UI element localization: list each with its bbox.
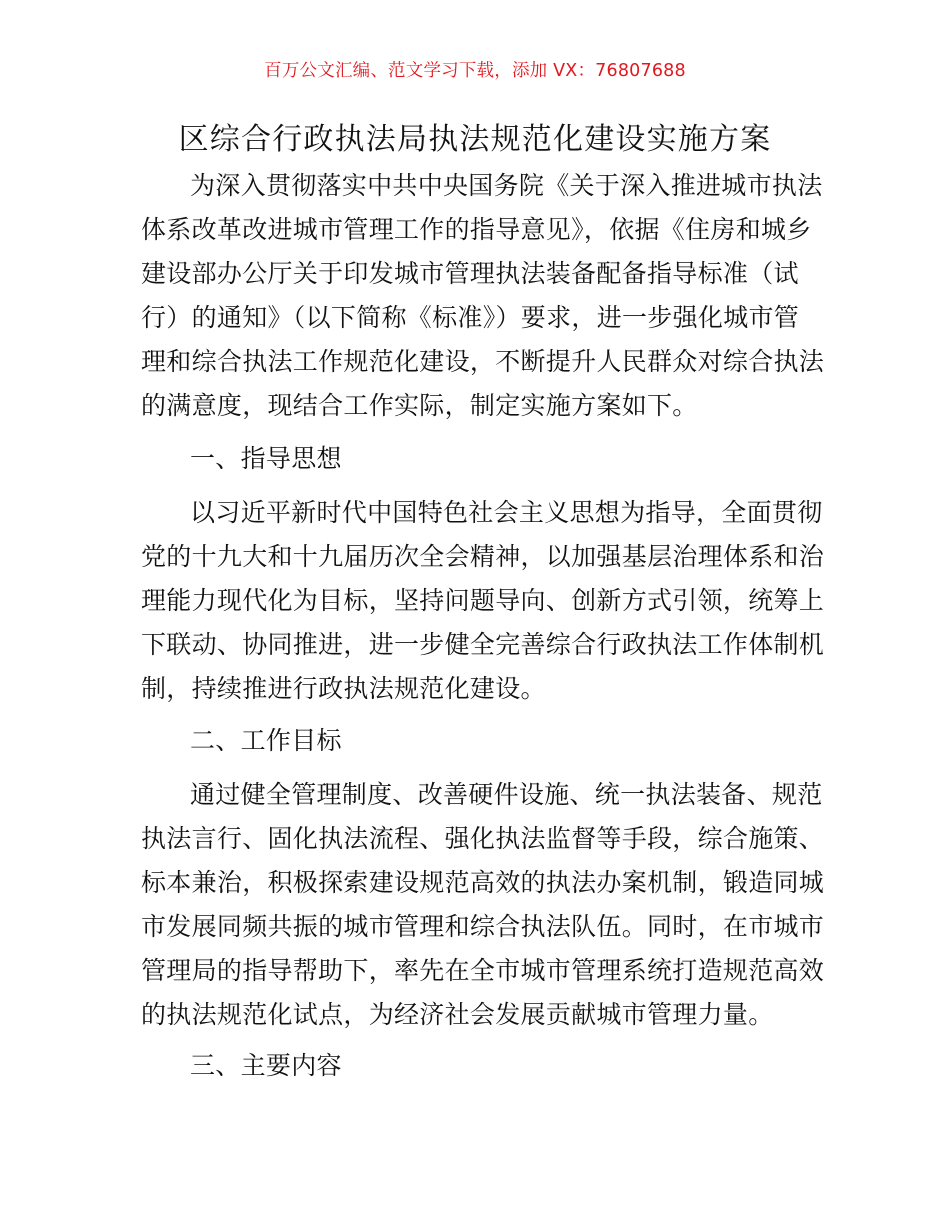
- paragraph-intro-line-3: 建设部办公厅关于印发城市管理执法装备配备指导标准（试: [141, 259, 799, 288]
- document-title: 区综合行政执法局执法规范化建设实施方案: [178, 122, 772, 157]
- section-heading-1: 一、指导思想: [190, 444, 342, 473]
- paragraph-intro-line-2: 体系改革改进城市管理工作的指导意见》，依据《住房和城乡: [141, 215, 812, 244]
- paragraph-guiding-line-3: 理能力现代化为目标，坚持问题导向、创新方式引领，统筹上: [141, 586, 825, 615]
- paragraph-guiding-line-2: 党的十九大和十九届历次全会精神，以加强基层治理体系和治: [141, 542, 825, 571]
- paragraph-intro-line-6: 的满意度，现结合工作实际，制定实施方案如下。: [141, 391, 698, 420]
- header-note: 百万公文汇编、范文学习下载，添加 VX：76807688: [264, 61, 686, 81]
- paragraph-intro-line-5: 理和综合执法工作规范化建设，不断提升人民群众对综合执法: [141, 347, 825, 376]
- paragraph-goals-line-3: 标本兼治，积极探索建设规范高效的执法办案机制，锻造同城: [141, 868, 825, 897]
- paragraph-goals-line-6: 的执法规范化试点，为经济社会发展贡献城市管理力量。: [141, 1000, 774, 1029]
- paragraph-intro-line-4: 行）的通知》（以下简称《标准》）要求，进一步强化城市管: [141, 303, 800, 332]
- paragraph-goals-line-4: 市发展同频共振的城市管理和综合执法队伍。同时，在市城市: [141, 912, 825, 941]
- paragraph-goals-line-1: 通过健全管理制度、改善硬件设施、统一执法装备、规范: [190, 780, 823, 809]
- paragraph-intro-line-1: 为深入贯彻落实中共中央国务院《关于深入推进城市执法: [190, 171, 823, 200]
- section-heading-3: 三、主要内容: [190, 1051, 342, 1080]
- paragraph-guiding-line-5: 制，持续推进行政执法规范化建设。: [141, 674, 546, 703]
- paragraph-guiding-line-1: 以习近平新时代中国特色社会主义思想为指导，全面贯彻: [190, 498, 823, 527]
- paragraph-goals-line-5: 管理局的指导帮助下，率先在全市城市管理系统打造规范高效: [141, 956, 825, 985]
- paragraph-goals-line-2: 执法言行、固化执法流程、强化执法监督等手段，综合施策、: [141, 824, 825, 853]
- paragraph-guiding-line-4: 下联动、协同推进，进一步健全完善综合行政执法工作体制机: [141, 630, 825, 659]
- section-heading-2: 二、工作目标: [190, 726, 342, 755]
